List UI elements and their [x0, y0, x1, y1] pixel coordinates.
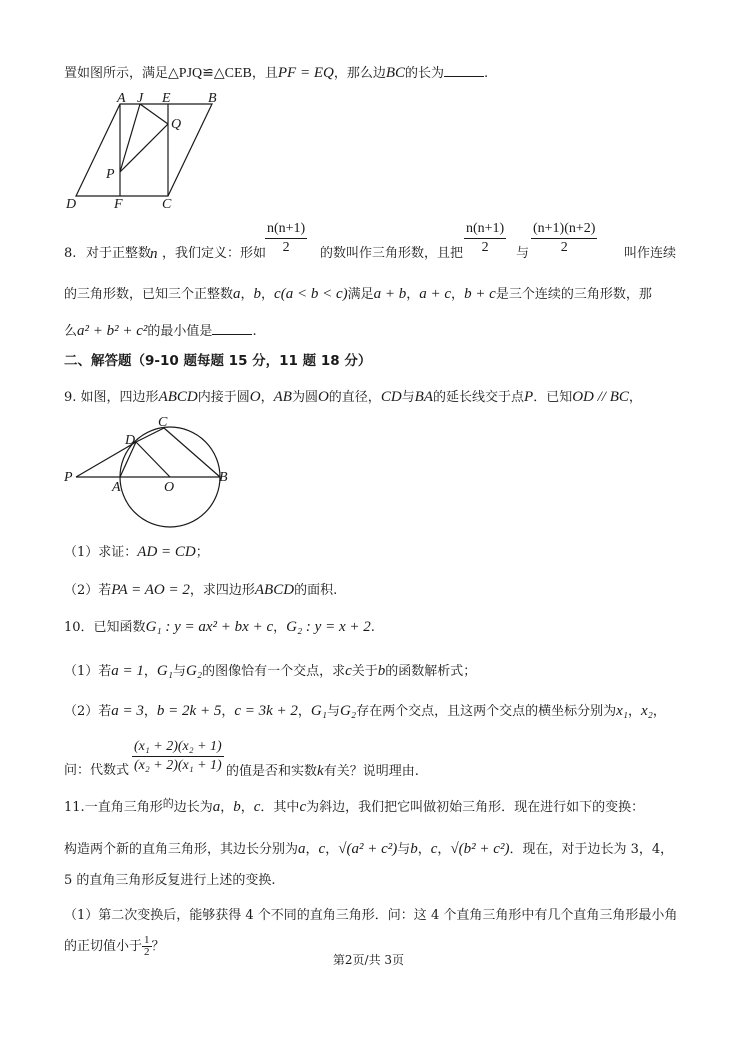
q9-part1: （1）求证：AD = CD； [64, 544, 209, 560]
q8-line-2: 的三角形数，已知三个正整数a，b，c(a < b < c)满足a + b，a + c，b + c是三个连续的三角形数，那 [64, 286, 652, 302]
circle-figure [62, 415, 237, 533]
segment-jq [140, 104, 168, 124]
q9-stem: 9. 如图，四边形ABCD内接于圆O，AB为圆O的直径，CD与BA的延长线交于点P．已知OD // BC， [64, 389, 642, 405]
label-o: O [164, 480, 175, 495]
label-j: J [137, 92, 144, 106]
q8-frac-1: $\frac{n(n+1)}{2}$ [267, 221, 306, 255]
q8-frac-2: $\frac{n(n+1)}{2}$ [466, 221, 505, 255]
segment-do [136, 442, 170, 477]
q10-fraction: $\frac{\text{(x₁ + 2)(x₂ + 1)}}{\text{(x₂ + 2)(x₁ + 1)}}$ [134, 739, 222, 773]
q11-part1-line-2: 的正切值小于 $\frac{1}{2}$ ？ [64, 934, 165, 958]
q10-part2: （2）若a = 3，b = 2k + 5，c = 3k + 2，G₁与G₂存在两个交点，且这两个交点的横坐标分别为x₁，x₂， [64, 703, 666, 719]
q9-part2: （2）若PA = AO = 2，求四边形ABCD的面积. [64, 582, 338, 598]
q8-line-1: 8. 对于正整数 n ，我们定义：形如 的数叫作三角形数，且把 与 叫作连续 [64, 246, 677, 262]
parallelogram-abcd [76, 104, 212, 196]
label-a: A [112, 480, 121, 495]
label-f: F [114, 197, 123, 212]
label-a: A [117, 92, 126, 106]
q11-line-1: 11.一直角三角形$^的$边长为a，b，c．其中c为斜边，我们把它叫做初始三角形．现在进行如下的变换： [64, 797, 645, 815]
label-c: C [158, 415, 168, 430]
label-d: D [66, 197, 77, 212]
label-p: P [64, 470, 73, 485]
q10-part1: （1）若a = 1，G₁与G₂的图像恰有一个交点，求c关于b的函数解析式； [64, 663, 477, 679]
half-fraction: $\frac{1}{2}$ [144, 934, 150, 958]
label-q: Q [171, 117, 182, 132]
page-footer: 第2页/共 3页 [332, 953, 405, 967]
q7-tail-line: 置如图所示，满足△PJQ≌△CEB，且PF = EQ，那么边BC的长为 . [64, 65, 489, 81]
label-e: E [162, 92, 171, 106]
label-b: B [208, 92, 217, 106]
label-b: B [219, 470, 228, 485]
answer-blank [444, 64, 484, 77]
q10-stem: 10．已知函数G₁ : y = ax² + bx + c，G₂ : y = x + 2. [64, 619, 375, 635]
q11-line-2: 构造两个新的直角三角形，其边长分别为a，c，√(a² + c²)与b，c，√(b² + c²)．现在，对于边长为 3，4， [64, 841, 674, 857]
q11-part1-line-1: （1）第二次变换后，能够获得 4 个不同的直角三角形．问：这 4 个直角三角形中有几个直角三角形最小角 [64, 908, 678, 923]
label-d: D [125, 433, 136, 448]
label-p: P [106, 167, 115, 182]
parallelogram-figure [62, 92, 242, 212]
segment-cb [164, 428, 220, 477]
section-title: 二、解答题（9-10 题每题 15 分，11 题 18 分） [64, 353, 372, 369]
label-c: C [162, 197, 172, 212]
answer-blank [212, 322, 252, 335]
q8-line-3: 么a² + b² + c²的最小值是 . [64, 323, 257, 339]
q11-line-3: 5 的直角三角形反复进行上述的变换. [64, 873, 276, 888]
q8-frac-3: $\frac{(n+1)(n+2)}{2}$ [533, 221, 596, 255]
